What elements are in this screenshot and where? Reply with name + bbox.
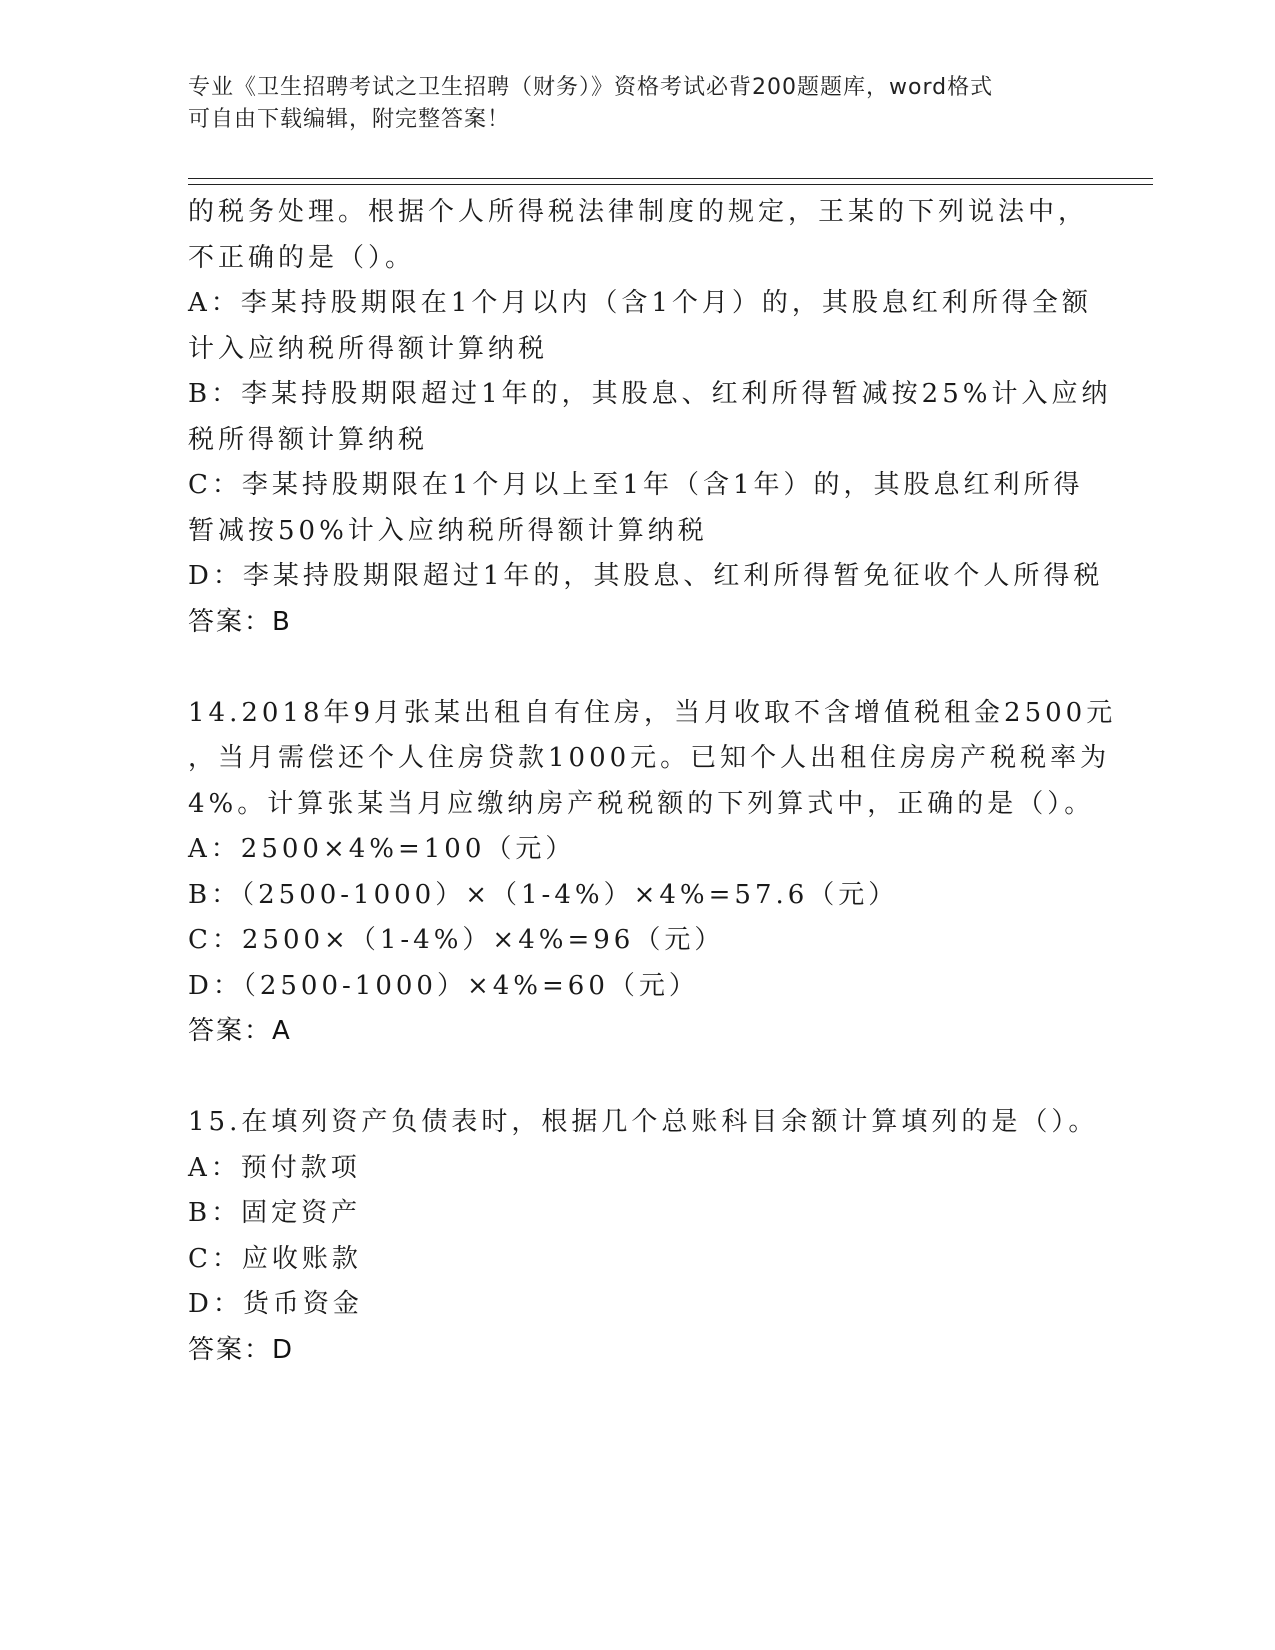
- question-stem-line: 的税务处理。根据个人所得税法律制度的规定，王某的下列说法中，: [188, 197, 1089, 227]
- option-c-line: C：应收账款: [188, 1243, 362, 1274]
- option-a-line: A：李某持股期限在1个月以内（含1个月）的，其股息红利所得全额: [188, 288, 1092, 318]
- question-list: [188, 190, 1117, 1373]
- header-divider-top: [188, 178, 1153, 179]
- option-a-line: A：预付款项: [188, 1152, 361, 1183]
- option-d-line: D：货币资金: [188, 1289, 363, 1319]
- option-b-line: B：固定资产: [188, 1198, 362, 1228]
- question-15: [188, 1100, 1099, 1373]
- option-c-line: C：2500×（1-4%）×4%=96（元）: [188, 925, 725, 955]
- question-spacer: [188, 1055, 1088, 1101]
- option-a-line: A：2500×4%=100（元）: [188, 834, 576, 864]
- header-title-line-2: 可自由下载编辑，附完整答案！: [188, 107, 511, 132]
- question-14: [188, 691, 1117, 1055]
- answer-label: 答案：B: [188, 606, 292, 637]
- question-spacer: [188, 645, 1088, 691]
- question-stem-line: 4%。计算张某当月应缴纳房产税税额的下列算式中，正确的是（）。: [188, 788, 1095, 819]
- question-stem-line: 14.2018年9月张某出租自有住房，当月收取不含增值税租金2500元: [188, 697, 1117, 728]
- option-a-line: 计入应纳税所得额计算纳税: [188, 333, 549, 364]
- option-b-line: 税所得额计算纳税: [188, 424, 429, 455]
- answer-label: 答案：A: [188, 1016, 292, 1046]
- question-13: [188, 190, 1112, 645]
- option-c-line: C：李某持股期限在1个月以上至1年（含1年）的，其股息红利所得: [188, 470, 1084, 500]
- header-divider-bottom: [188, 184, 1153, 185]
- question-stem-line: 不正确的是（）。: [188, 242, 416, 273]
- option-b-line: B：（2500-1000）×（1-4%）×4%=57.6（元）: [188, 879, 899, 910]
- page-header: [188, 72, 1088, 136]
- option-d-line: D：（2500-1000）×4%=60（元）: [188, 970, 699, 1001]
- question-stem-line: ，当月需偿还个人住房贷款1000元。已知个人出租住房房产税税率为: [188, 743, 1111, 773]
- header-title-line-1: 专业《卫生招聘考试之卫生招聘（财务）》资格考试必背200题题库，word格式: [188, 75, 994, 100]
- answer-label: 答案：D: [188, 1334, 295, 1365]
- option-b-line: B：李某持股期限超过1年的，其股息、红利所得暂减按25%计入应纳: [188, 379, 1112, 409]
- option-c-line: 暂减按50%计入应纳税所得额计算纳税: [188, 515, 708, 546]
- option-d-line: D：李某持股期限超过1年的，其股息、红利所得暂免征收个人所得税: [188, 561, 1104, 591]
- question-stem-line: 15.在填列资产负债表时，根据几个总账科目余额计算填列的是（）。: [188, 1107, 1099, 1137]
